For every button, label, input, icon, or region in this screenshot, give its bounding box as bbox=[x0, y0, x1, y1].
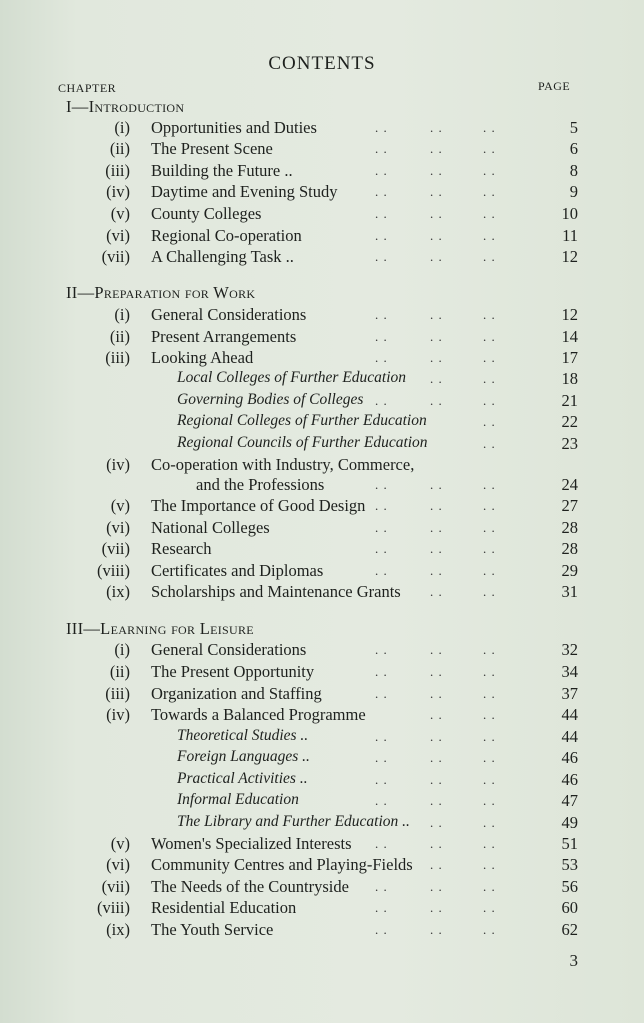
entry-page: 53 bbox=[561, 855, 578, 874]
toc-entry: (ii) Present Arrangements . . . . . . 14 bbox=[109, 327, 578, 346]
entry-number: (vi) bbox=[106, 518, 130, 537]
entry-number: (iv) bbox=[106, 455, 130, 474]
entry-number: (iv) bbox=[106, 182, 130, 201]
page-column-header: PAGE bbox=[538, 79, 571, 93]
entry-title: The Needs of the Countryside bbox=[151, 877, 349, 896]
entry-number: (viii) bbox=[97, 561, 130, 580]
entry-page: 5 bbox=[569, 118, 578, 137]
entry-number: (vii) bbox=[101, 247, 130, 266]
entry-page: 10 bbox=[561, 204, 578, 223]
entry-title: Foreign Languages .. bbox=[177, 748, 310, 765]
toc-entry: (ix) The Youth Service . . . . . . 62 bbox=[106, 920, 578, 939]
entry-title: The Present Opportunity bbox=[151, 662, 315, 681]
entry-title: Research bbox=[151, 539, 212, 558]
entry-number: (vi) bbox=[106, 855, 130, 874]
entry-title: Building the Future .. bbox=[151, 161, 293, 180]
toc-entry: (iii) Building the Future .. . . . . . . 8 bbox=[105, 161, 578, 180]
entry-title: The Youth Service bbox=[151, 920, 274, 939]
entry-number: (ii) bbox=[109, 327, 130, 346]
entry-page: 60 bbox=[561, 898, 578, 917]
entry-title: Regional Co-operation bbox=[151, 226, 302, 245]
entry-title: General Considerations bbox=[151, 640, 307, 659]
entry-page: 8 bbox=[569, 161, 578, 180]
toc-entry: (iii) Looking Ahead . . . . . . 17 bbox=[105, 348, 578, 367]
toc-entry: (i) General Considerations . . . . . . 32 bbox=[114, 640, 578, 659]
toc-entry: (ii) The Present Opportunity . . . . . . 34 bbox=[109, 662, 578, 681]
toc-entry: (iv) Towards a Balanced Programme . . . . 44 bbox=[106, 705, 578, 724]
toc-entry: (ix) Scholarships and Maintenance Grants . . . . 31 bbox=[106, 582, 578, 601]
entry-number: (iii) bbox=[105, 348, 130, 367]
entry-page: 14 bbox=[561, 327, 578, 346]
entry-number: (ii) bbox=[109, 662, 130, 681]
chapter-heading bbox=[0, 97, 644, 118]
entry-page: 28 bbox=[561, 518, 578, 537]
entry-page: 34 bbox=[561, 662, 578, 681]
toc-entry: Informal Education . . . . . . 47 bbox=[177, 791, 578, 810]
entry-number: (v) bbox=[110, 496, 130, 515]
toc-entry: (i) Opportunities and Duties . . . . . . 5 bbox=[114, 118, 578, 137]
toc-entry: Theoretical Studies .. . . . . . . 44 bbox=[177, 727, 578, 746]
entry-title: Regional Councils of Further Education bbox=[177, 434, 428, 451]
entry-page: 21 bbox=[561, 391, 578, 410]
entry-title: Theoretical Studies .. bbox=[177, 727, 309, 744]
toc-entry: (v) County Colleges . . . . . . 10 bbox=[110, 204, 578, 223]
entry-page: 11 bbox=[562, 226, 578, 245]
entry-title: The Present Scene bbox=[151, 139, 273, 158]
entry-title: and the Professions bbox=[196, 475, 325, 494]
entry-number: (ix) bbox=[106, 920, 130, 939]
entry-number: (i) bbox=[114, 305, 130, 324]
entry-page: 27 bbox=[561, 496, 578, 515]
entry-title: Opportunities and Duties bbox=[151, 118, 317, 137]
toc-entry: Regional Colleges of Further Education . . 22 bbox=[177, 412, 578, 431]
toc-entry: Regional Councils of Further Education . . 23 bbox=[177, 434, 578, 453]
chapter-title: III—Learning for Leisure bbox=[66, 619, 254, 638]
toc-entry: (i) General Considerations . . . . . . 12 bbox=[114, 305, 578, 324]
entry-number: (vii) bbox=[101, 877, 130, 896]
entry-number: (vi) bbox=[106, 226, 130, 245]
entry-title: Looking Ahead bbox=[151, 348, 254, 367]
entry-page: 44 bbox=[561, 727, 578, 746]
entry-title: Informal Education bbox=[177, 791, 299, 808]
entry-title: Practical Activities .. bbox=[177, 770, 308, 787]
entry-page: 62 bbox=[561, 920, 578, 939]
entry-page: 24 bbox=[561, 475, 578, 494]
entry-page: 46 bbox=[561, 748, 578, 767]
entry-title: General Considerations bbox=[151, 305, 307, 324]
entry-page: 6 bbox=[569, 139, 578, 158]
chapter-column-header: CHAPTER bbox=[58, 81, 117, 95]
entry-page: 28 bbox=[561, 539, 578, 558]
entry-page: 17 bbox=[561, 348, 578, 367]
entry-page: 23 bbox=[561, 434, 578, 453]
toc-entry: Practical Activities .. . . . . . . 46 bbox=[177, 770, 578, 789]
entry-title: Governing Bodies of Colleges bbox=[177, 391, 364, 408]
toc-entry: (ii) The Present Scene . . . . . . 6 bbox=[109, 139, 578, 158]
entry-title: Organization and Staffing bbox=[151, 684, 322, 703]
entry-title: National Colleges bbox=[151, 518, 270, 537]
entry-title: Regional Colleges of Further Education bbox=[177, 412, 427, 429]
toc-entry: Foreign Languages .. . . . . . . 46 bbox=[177, 748, 578, 767]
entry-number: (iii) bbox=[105, 684, 130, 703]
entry-page: 44 bbox=[561, 705, 578, 724]
entry-number: (vii) bbox=[101, 539, 130, 558]
entry-title: The Importance of Good Design bbox=[151, 496, 366, 515]
toc-entry: (viii) Residential Education . . . . . . 60 bbox=[97, 898, 578, 917]
entry-number: (iii) bbox=[105, 161, 130, 180]
entry-title: Residential Education bbox=[151, 898, 297, 917]
entry-title: The Library and Further Education .. bbox=[177, 813, 410, 830]
chapter-title: II—Preparation for Work bbox=[66, 283, 256, 302]
toc-entry: (vi) National Colleges . . . . . . 28 bbox=[106, 518, 578, 537]
entry-title: Present Arrangements bbox=[151, 327, 297, 346]
entry-page: 49 bbox=[561, 813, 578, 832]
entry-title: Daytime and Evening Study bbox=[151, 182, 338, 201]
toc-entry: (vi) Community Centres and Playing-Fields . . . . 53 bbox=[106, 855, 578, 874]
entry-page: 22 bbox=[561, 412, 578, 431]
toc-entry: (viii) Certificates and Diplomas . . . . . . 29 bbox=[97, 561, 578, 580]
entry-title: Scholarships and Maintenance Grants bbox=[151, 582, 401, 601]
entry-title: County Colleges bbox=[151, 204, 262, 223]
toc-entry: (vii) The Needs of the Countryside . . . . . . 56 bbox=[101, 877, 578, 896]
entry-page: 12 bbox=[561, 247, 578, 266]
toc-entry: (iv) Daytime and Evening Study . . . . . . 9 bbox=[106, 182, 578, 201]
entry-title: A Challenging Task .. bbox=[151, 247, 294, 266]
entry-page: 31 bbox=[561, 582, 578, 601]
entry-page: 56 bbox=[561, 877, 578, 896]
toc-entry: (v) Women's Specialized Interests . . . . . . 51 bbox=[110, 834, 578, 853]
toc-entry: (iii) Organization and Staffing . . . . . . 37 bbox=[105, 684, 578, 703]
toc-entry: Governing Bodies of Colleges . . . . . . 21 bbox=[177, 391, 578, 410]
toc-entry: and the Professions . . . . . . 24 bbox=[196, 475, 578, 494]
entry-title: Co-operation with Industry, Commerce, bbox=[151, 455, 415, 474]
entry-title: Local Colleges of Further Education bbox=[177, 369, 407, 386]
entry-number: (i) bbox=[114, 640, 130, 659]
page-number: 3 bbox=[569, 951, 578, 970]
entry-page: 46 bbox=[561, 770, 578, 789]
toc-entry: (v) The Importance of Good Design . . . . . . 27 bbox=[110, 496, 578, 515]
entry-number: (ii) bbox=[109, 139, 130, 158]
entry-number: (ix) bbox=[106, 582, 130, 601]
entry-page: 37 bbox=[561, 684, 578, 703]
entry-page: 47 bbox=[561, 791, 578, 810]
entry-number: (iv) bbox=[106, 705, 130, 724]
toc-entry: The Library and Further Education .. . . . . 49 bbox=[177, 813, 578, 832]
entry-number: (i) bbox=[114, 118, 130, 137]
page-title: CONTENTS bbox=[268, 53, 376, 74]
entry-title: Community Centres and Playing-Fields bbox=[151, 855, 413, 874]
entry-number: (v) bbox=[110, 834, 130, 853]
entry-title: Women's Specialized Interests bbox=[151, 834, 352, 853]
chapter-heading bbox=[0, 619, 644, 640]
chapter-heading bbox=[0, 283, 644, 304]
toc-entry bbox=[0, 455, 644, 476]
entry-page: 9 bbox=[569, 182, 578, 201]
toc-entry: (vii) Research . . . . . . 28 bbox=[101, 539, 578, 558]
toc-entry: (vi) Regional Co-operation . . . . . . 11 bbox=[106, 226, 578, 245]
entry-number: (viii) bbox=[97, 898, 130, 917]
entry-number: (v) bbox=[110, 204, 130, 223]
entry-page: 32 bbox=[561, 640, 578, 659]
entry-page: 18 bbox=[561, 369, 578, 388]
entry-page: 29 bbox=[561, 561, 578, 580]
chapter-title: I—Introduction bbox=[66, 97, 185, 116]
entry-page: 12 bbox=[561, 305, 578, 324]
toc-entry: Local Colleges of Further Education . . . . 18 bbox=[177, 369, 578, 388]
toc-entry: (vii) A Challenging Task .. . . . . . . 12 bbox=[101, 247, 578, 266]
entry-title: Towards a Balanced Programme bbox=[151, 705, 366, 724]
entry-page: 51 bbox=[561, 834, 578, 853]
entry-title: Certificates and Diplomas bbox=[151, 561, 324, 580]
